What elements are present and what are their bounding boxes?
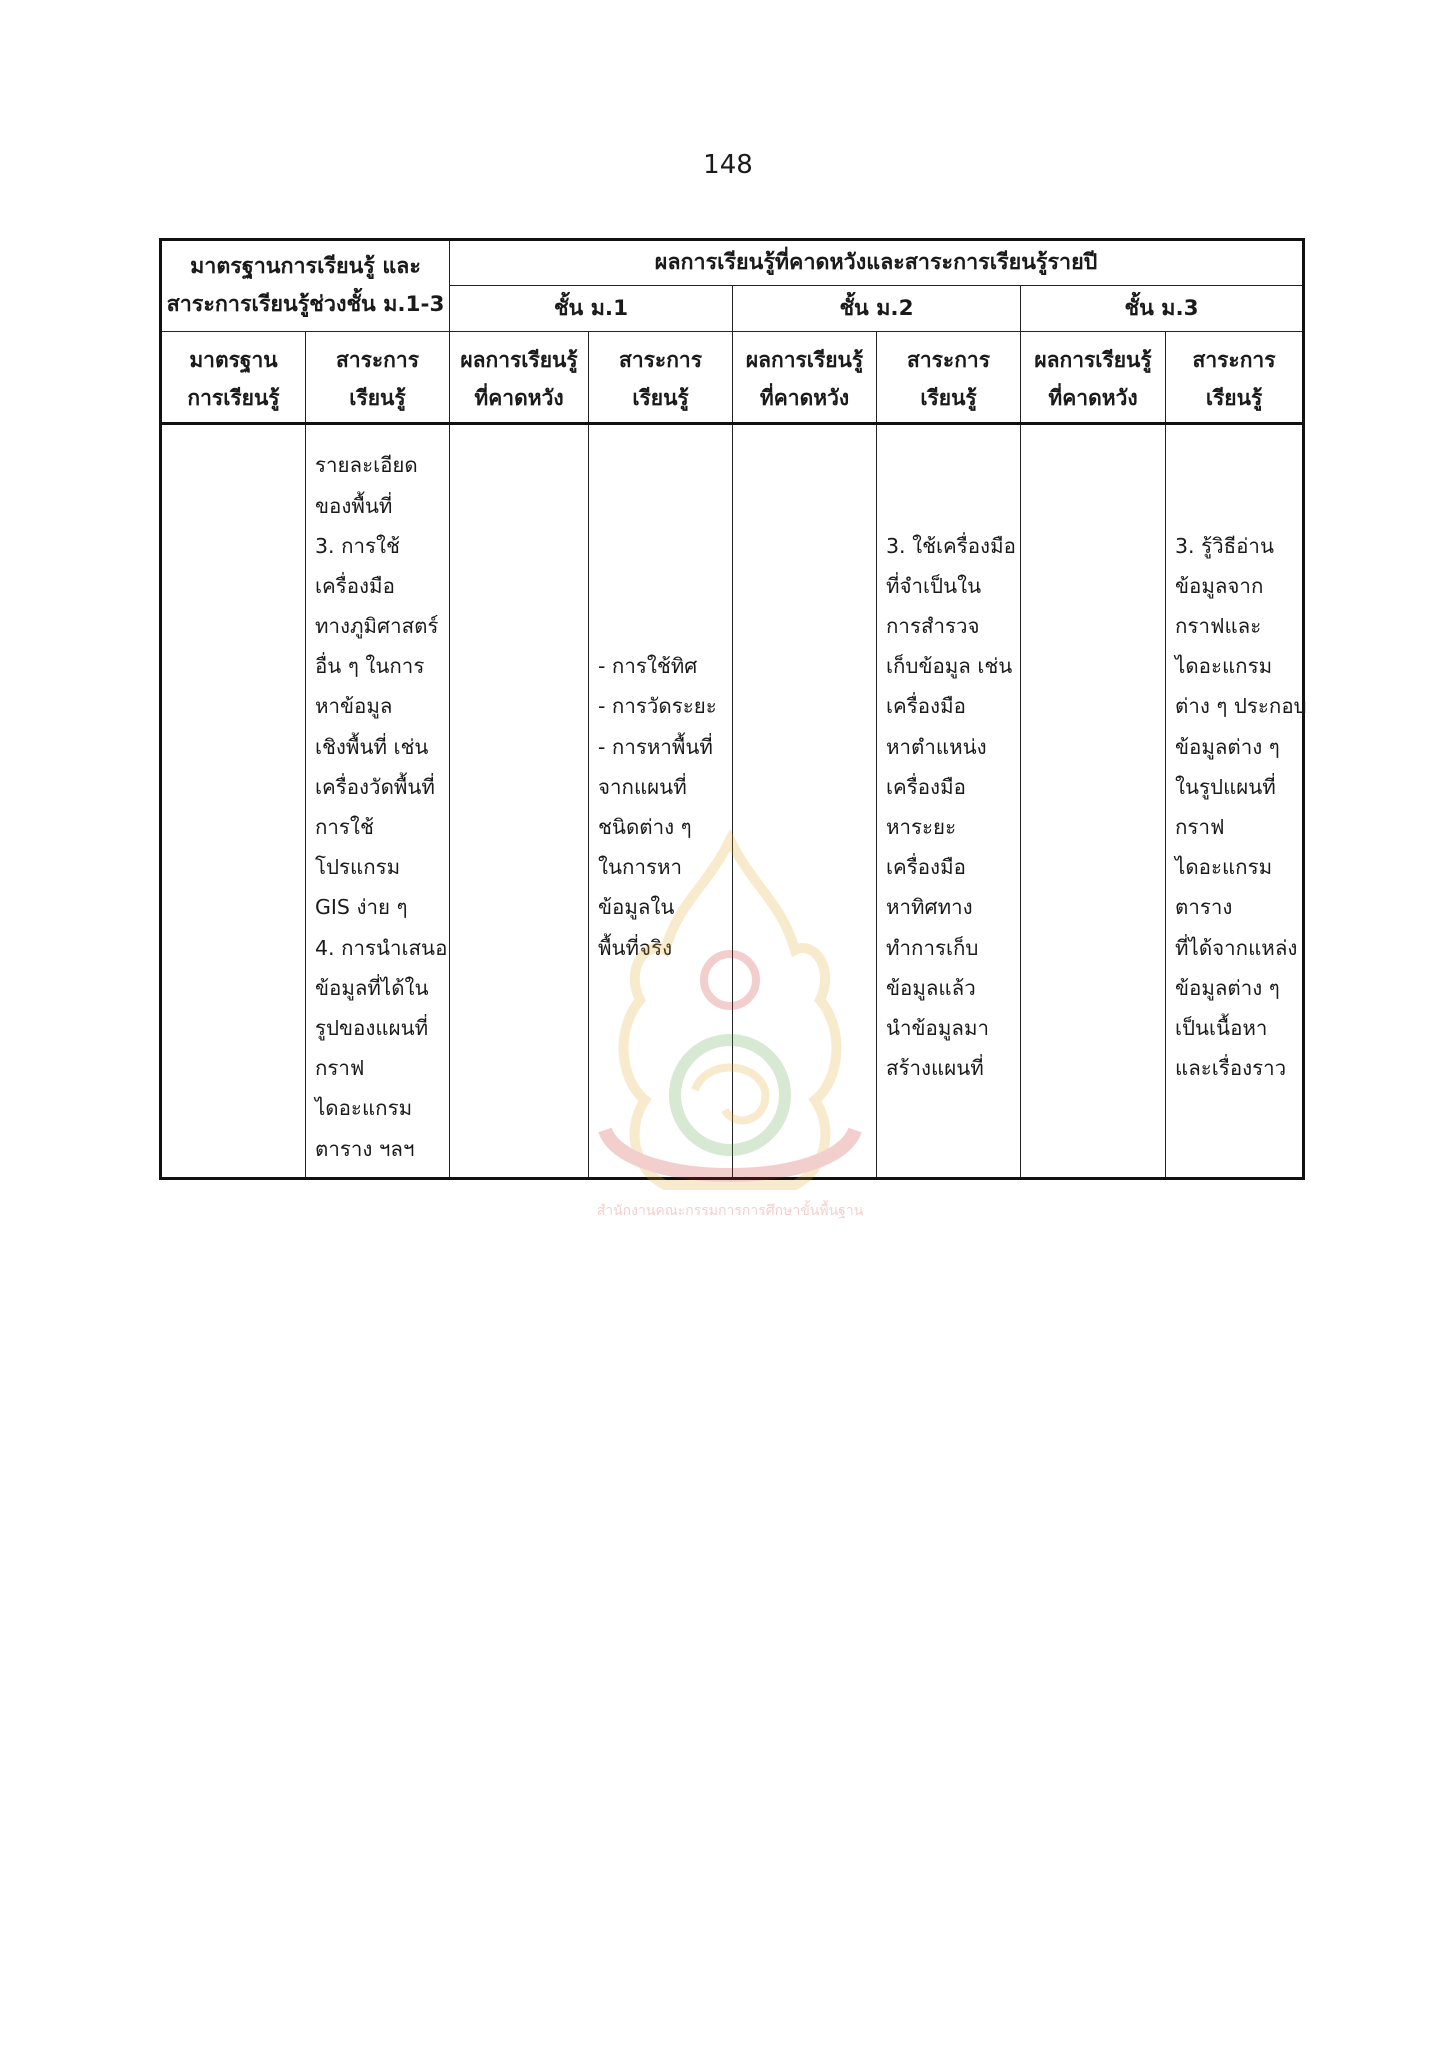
body-content-m1-cell <box>589 424 733 1179</box>
cell-line: ทางภูมิศาสตร์ <box>315 614 439 639</box>
cell-line: หาระยะ <box>886 815 957 839</box>
cell-line: การใช้ <box>315 815 374 839</box>
cell-line: ที่จำเป็นใน <box>886 573 982 598</box>
cell-line: 3. รู้วิธีอ่าน <box>1175 533 1274 558</box>
curriculum-table <box>159 238 1305 1180</box>
cell-line: พื้นที่จริง <box>598 935 673 960</box>
header-standards-cell <box>161 240 450 332</box>
cell-line: เป็นเนื้อหา <box>1175 1015 1268 1040</box>
grade-header-m2: ชั้น ม.2 <box>733 286 1021 332</box>
subheader-text: ที่คาดหวัง <box>759 386 850 410</box>
cell-line: ในรูปแผนที่ <box>1175 774 1276 799</box>
subheader-outcome-m3 <box>1021 332 1166 424</box>
subheader-content-m1 <box>589 332 733 424</box>
header-standards-line-2: สาระการเรียนรู้ช่วงชั้น ม.1-3 <box>166 292 445 317</box>
cell-line: ไดอะแกรม <box>315 1096 413 1121</box>
grade-header-m3: ชั้น ม.3 <box>1021 286 1304 332</box>
cell-line: หาตำแหน่ง <box>886 734 987 759</box>
cell-line: ไดอะแกรม <box>1175 855 1273 880</box>
header-outcomes: ผลการเรียนรู้ที่คาดหวังและสาระการเรียนรู้รายปี <box>450 240 1304 286</box>
subheader-text: เรียนรู้ <box>349 386 406 410</box>
cell-line: ข้อมูลที่ได้ใน <box>315 975 429 1000</box>
subheader-text: ผลการเรียนรู้ <box>745 348 864 372</box>
cell-line: 4. การนำเสนอ <box>315 935 448 960</box>
cell-line: เครื่องมือ <box>886 774 966 799</box>
cell-line: - การใช้ทิศ <box>598 654 698 679</box>
cell-line: ข้อมูลแล้ว <box>886 975 976 1000</box>
cell-line: และเรื่องราว <box>1175 1056 1287 1081</box>
cell-line: ข้อมูลต่าง ๆ <box>1175 975 1280 1000</box>
header-standards-line-1: มาตรฐานการเรียนรู้ และ <box>190 254 421 279</box>
watermark-text: สำนักงานคณะกรรมการการศึกษาขั้นพื้นฐาน <box>596 1203 864 1219</box>
cell-line: 3. การใช้ <box>315 533 400 558</box>
cell-line: รูปของแผนที่ <box>315 1015 429 1040</box>
subheader-text: ที่คาดหวัง <box>474 386 564 410</box>
cell-line: ตาราง ฯลฯ <box>315 1136 415 1161</box>
cell-line: เครื่องวัดพื้นที่ <box>315 774 435 799</box>
cell-line: นำข้อมูลมา <box>886 1015 989 1040</box>
cell-line: - การวัดระยะ <box>598 694 717 719</box>
subheader-text: สาระการ <box>619 348 702 372</box>
grade-header-m1: ชั้น ม.1 <box>450 286 733 332</box>
cell-line: เครื่องมือ <box>886 855 966 880</box>
cell-line: ต่าง ๆ ประกอบ <box>1175 694 1307 719</box>
cell-line: โปรแกรม <box>315 855 401 880</box>
subheader-text: สาระการ <box>907 348 990 372</box>
cell-line: หาทิศทาง <box>886 895 973 920</box>
cell-line: ข้อมูลใน <box>598 895 675 920</box>
cell-line: เก็บข้อมูล เช่น <box>886 654 1013 679</box>
subheader-text: เรียนรู้ <box>920 386 977 410</box>
cell-line: เชิงพื้นที่ เช่น <box>315 734 429 759</box>
cell-line: กราฟ <box>315 1056 365 1081</box>
cell-line: - การหาพื้นที่ <box>598 734 713 759</box>
page-number: 148 <box>703 150 753 180</box>
cell-line: ทำการเก็บ <box>886 935 979 960</box>
cell-line: เครื่องมือ <box>315 573 395 598</box>
cell-line: กราฟ <box>1175 815 1225 839</box>
body-outcome-m1-cell <box>450 424 589 1179</box>
cell-line: สร้างแผนที่ <box>886 1056 984 1081</box>
subheader-text: ผลการเรียนรู้ <box>1034 348 1152 372</box>
cell-line: ที่ได้จากแหล่ง <box>1175 935 1298 960</box>
subheader-content-m3 <box>1166 332 1304 424</box>
subheader-text: ที่คาดหวัง <box>1048 386 1138 410</box>
subheader-text: สาระการ <box>1192 348 1276 372</box>
cell-line: ชนิดต่าง ๆ <box>598 815 692 839</box>
subheader-content <box>306 332 450 424</box>
cell-line: เครื่องมือ <box>886 694 966 719</box>
subheader-text: ผลการเรียนรู้ <box>460 348 578 372</box>
body-standard-cell <box>161 424 306 1179</box>
subheader-outcome-m1 <box>450 332 589 424</box>
subheader-text: มาตรฐาน <box>189 348 278 372</box>
cell-line: ไดอะแกรม <box>1175 654 1273 679</box>
subheader-text: สาระการ <box>336 348 419 372</box>
body-outcome-m3-cell <box>1021 424 1166 1179</box>
subheader-text: การเรียนรู้ <box>187 386 280 410</box>
cell-line: จากแผนที่ <box>598 774 687 799</box>
cell-line: 3. ใช้เครื่องมือ <box>886 533 1016 558</box>
body-content-m3-cell <box>1166 424 1307 1179</box>
cell-line: ในการหา <box>598 855 682 880</box>
cell-line: ตาราง <box>1175 895 1233 920</box>
subheader-outcome-m2 <box>733 332 877 424</box>
cell-line: อื่น ๆ ในการ <box>315 654 425 679</box>
cell-line: ข้อมูลจาก <box>1175 573 1264 598</box>
body-content-m2-cell <box>877 424 1021 1179</box>
subheader-text: เรียนรู้ <box>632 386 689 410</box>
body-outcome-m2-cell <box>733 424 877 1179</box>
cell-line: การสำรวจ <box>886 614 980 639</box>
cell-line: หาข้อมูล <box>315 694 393 719</box>
subheader-content-m2 <box>877 332 1021 424</box>
subheader-standard <box>161 332 306 424</box>
body-content-cell <box>306 424 450 1179</box>
cell-line: รายละเอียด <box>315 453 418 478</box>
cell-line: ของพื้นที่ <box>315 493 393 518</box>
cell-line: ข้อมูลต่าง ๆ <box>1175 734 1280 759</box>
cell-line: กราฟและ <box>1175 614 1262 639</box>
subheader-text: เรียนรู้ <box>1205 386 1263 410</box>
cell-line: GIS ง่าย ๆ <box>315 895 408 920</box>
